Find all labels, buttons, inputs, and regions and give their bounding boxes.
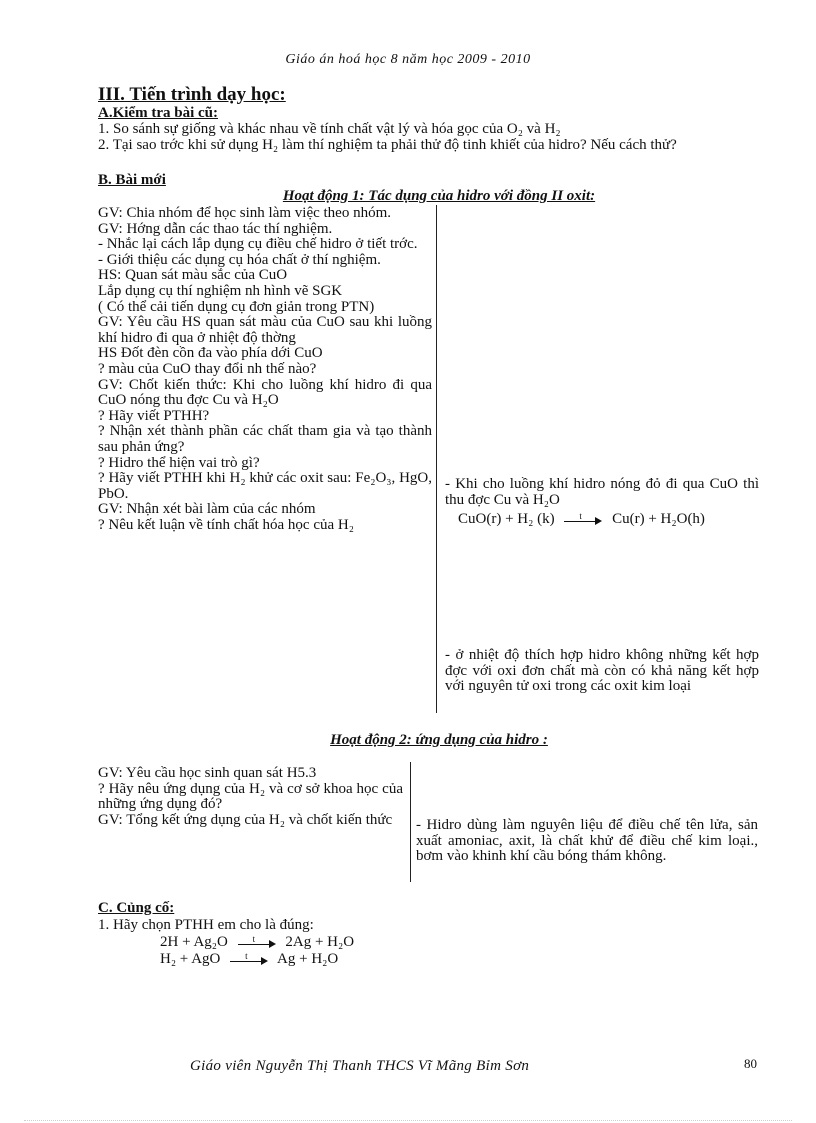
activity-2-left-column	[98, 766, 403, 828]
list-item: GV: Chia nhóm để học sinh làm việc theo nhóm.	[98, 205, 392, 221]
section-a-title: A.Kiểm tra bài cũ:	[98, 105, 218, 121]
exercise-question: 1. Hãy chọn PTHH em cho là đúng:	[98, 917, 314, 933]
list-item: Lắp dụng cụ thí nghiệm nh hình vẽ SGK	[98, 282, 343, 299]
list-item: GV: Nhận xét bài làm của các nhóm	[98, 501, 316, 518]
list-item: ? Nêu kết luận về tính chất hóa học của H₂	[98, 516, 354, 533]
page-number: 80	[744, 1056, 757, 1071]
equation-products: Cu(r) + H₂O(h)	[612, 511, 705, 527]
list-item: - Nhắc lại cách lắp dụng cụ điều chế hidro ở tiết trớc.	[98, 236, 418, 253]
list-item: ? Hãy viết PTHH khi H₂ khử các oxit sau: Fe₂O₃, HgO, PbO.	[98, 470, 432, 502]
table-divider	[436, 205, 437, 713]
list-item: ? Hidro thể hiện vai trò gì?	[98, 454, 260, 471]
page-footer: Giáo viên Nguyễn Thị Thanh THCS Vĩ Mãng Bỉm Sơn	[190, 1058, 530, 1074]
reaction-arrow-icon: t	[238, 938, 276, 948]
equation-reactants: H₂ + AgO	[160, 951, 221, 967]
list-item: - Giới thiệu các dụng cụ hóa chất ở thí nghiệm.	[98, 251, 381, 268]
reaction-equation	[458, 512, 705, 527]
section-iii-title: III. Tiến trình dạy học:	[98, 84, 286, 105]
list-item: HS Đốt đèn cồn đa vào phía dới CuO	[98, 345, 323, 362]
list-item: GV: Chốt kiến thức: Khi cho luồng khí hidro đi qua CuO nóng thu đợc Cu và H₂O	[98, 376, 432, 409]
list-item: ? Hãy viết PTHH?	[98, 407, 210, 424]
activity-1-title: Hoạt động 1: Tác dụng của hidro với đồng II oxit:	[282, 188, 596, 204]
activity-2-title: Hoạt động 2: ứng dụng của hidro :	[330, 732, 548, 748]
list-item: GV: Hớng dẫn các thao tác thí nghiệm.	[98, 220, 333, 237]
list-item: ? màu của CuO thay đổi nh thế nào?	[98, 360, 317, 377]
list-item: HS: Quan sát màu sắc của CuO	[98, 267, 288, 284]
exercise-equation-2	[160, 952, 338, 967]
equation-products: Ag + H₂O	[277, 951, 339, 967]
section-c-title: C. Củng cố:	[98, 900, 175, 916]
equation-reactants: CuO(r) + H₂ (k)	[458, 511, 555, 527]
activity-1-answer-1: - Khi cho luồng khí hidro nóng đỏ đi qua CuO thì thu đợc Cu và H₂O	[445, 476, 759, 508]
list-item: ? Hãy nêu ứng dụng của H₂ và cơ sở khoa học của những ứng dụng đó?	[98, 780, 403, 813]
page-header: Giáo án hoá học 8 năm học 2009 - 2010	[285, 52, 531, 67]
list-item: GV: Tổng kết ứng dụng của H₂ và chốt kiến thức	[98, 811, 393, 828]
activity-1-answer-2: - ở nhiệt độ thích hợp hidro không những kết hợp đợc với oxi đơn chất mà còn có khả năng kết hợp với nguyên tử oxi trong các oxit kim loại	[445, 647, 759, 695]
equation-products: 2Ag + H₂O	[285, 934, 355, 950]
reaction-arrow-icon: t	[230, 955, 268, 965]
list-item: ( Có thể cải tiến dụng cụ đơn giản trong PTN)	[98, 298, 375, 315]
activity-2-answer: - Hidro dùng làm nguyên liệu để điều chế tên lửa, sản xuất amoniac, axit, là chất khử để điều chế kim loại., bơm vào khinh khí cầu bóng thám không.	[416, 817, 758, 865]
equation-reactants: 2H + Ag₂O	[160, 934, 228, 950]
list-item: ? Nhận xét thành phần các chất tham gia và tạo thành sau phản ứng?	[98, 423, 432, 455]
section-b-title: B. Bài mới	[98, 172, 166, 188]
bottom-divider	[24, 1120, 792, 1121]
question-1: 1. So sánh sự giống và khác nhau về tính chất vật lý và hóa gọc của O₂ và H₂	[98, 121, 561, 137]
reaction-arrow-icon: t	[564, 515, 602, 525]
activity-1-left-column	[98, 206, 432, 533]
list-item: GV: Yêu cầu HS quan sát màu của CuO sau khi luồng khí hidro đi qua ở nhiệt độ thờng	[98, 314, 432, 346]
exercise-equation-1	[160, 935, 354, 950]
question-2: 2. Tại sao trớc khi sử dụng H₂ làm thí nghiệm ta phải thử độ tinh khiết của hidro? Nếu cách thử?	[98, 137, 677, 153]
table-divider	[410, 762, 411, 882]
list-item: GV: Yêu cầu học sinh quan sát H5.3	[98, 765, 317, 781]
